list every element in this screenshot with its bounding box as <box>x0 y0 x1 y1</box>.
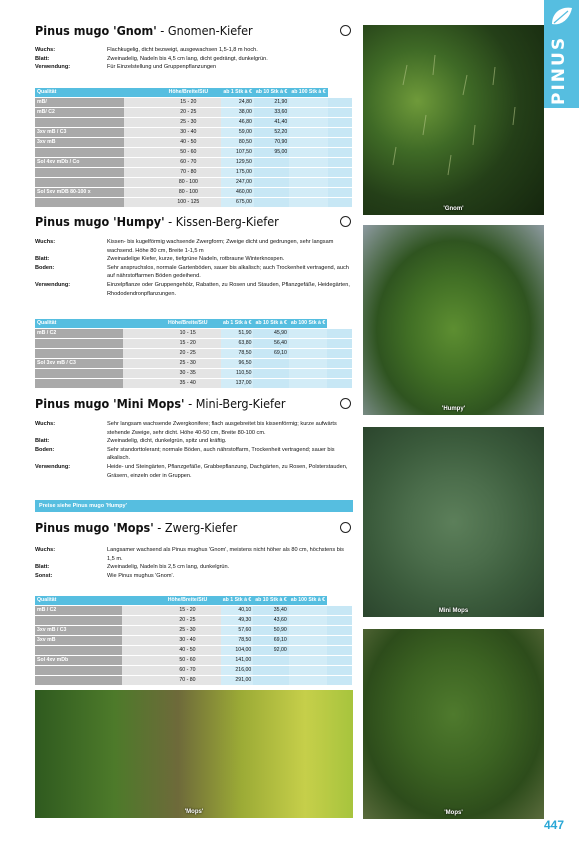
table-cell <box>289 128 327 138</box>
table-cell: 70 - 80 <box>155 168 221 178</box>
table-row <box>35 656 352 666</box>
table-cell: 35 - 40 <box>155 379 221 389</box>
table-header-cell: Höhe/Breite/StU <box>154 596 221 606</box>
table-cell: 45,90 <box>253 329 288 339</box>
table-row <box>35 148 352 158</box>
table-cell <box>289 198 327 208</box>
table-header-cell: Höhe/Breite/StU <box>155 319 221 329</box>
table-row <box>35 676 352 686</box>
photo-gnom <box>363 25 544 215</box>
table-row <box>35 108 352 118</box>
table-cell <box>327 369 352 379</box>
table-cell <box>289 646 327 656</box>
table-cell: 460,00 <box>221 188 254 198</box>
table-cell <box>289 656 327 666</box>
table-row <box>35 198 352 208</box>
table-cell: 63,80 <box>221 339 254 349</box>
table-cell <box>254 158 289 168</box>
table-cell <box>35 148 124 158</box>
table-cell: 3xv mB / C3 <box>35 626 122 636</box>
product-title-gnom: Pinus mugo 'Gnom' - Gnomen-Kiefer <box>35 23 253 38</box>
table-cell <box>327 379 352 389</box>
table-row <box>35 158 352 168</box>
table-cell: 60 - 70 <box>154 666 221 676</box>
table-row <box>35 369 352 379</box>
product-props-gnom: Wuchs: Flachkugelig, dicht bezweigt, ausgewachsen 1,5-1,8 m hoch. Blatt: Zweinadelig, Nadeln bis 4,5 cm lang, dicht gedrängt, dunkelgrün. Verwendung: Für Einzelstellung und Gruppenpflanzungen <box>35 47 268 71</box>
photo-mops-left <box>35 690 353 818</box>
table-row <box>35 359 352 369</box>
table-cell: 129,50 <box>221 158 254 168</box>
table-cell: 43,60 <box>253 616 288 626</box>
table-header-cell: Qualität <box>35 88 155 98</box>
table-cell: 216,00 <box>221 666 254 676</box>
table-cell: 41,40 <box>254 118 289 128</box>
table-cell <box>122 636 154 646</box>
table-row <box>35 626 352 636</box>
table-cell <box>289 158 327 168</box>
table-cell <box>327 616 352 626</box>
table-cell: 49,30 <box>221 616 254 626</box>
table-cell <box>35 616 122 626</box>
table-cell <box>35 118 124 128</box>
table-cell <box>35 646 122 656</box>
table-row <box>35 178 352 188</box>
table-row <box>35 128 352 138</box>
table-cell: mB / C2 <box>35 329 123 339</box>
table-cell <box>254 168 289 178</box>
table-cell: 291,00 <box>221 676 254 686</box>
photo-caption-mops-right: 'Mops' <box>444 810 463 816</box>
table-header-cell: ab 100 Stk à € <box>289 596 327 606</box>
table-cell <box>327 636 352 646</box>
table-cell <box>289 676 327 686</box>
table-cell <box>289 369 327 379</box>
table-header-cell: ab 10 Stk à € <box>254 88 289 98</box>
table-row <box>35 379 352 389</box>
table-cell: 80 - 100 <box>155 188 221 198</box>
table-cell: 107,50 <box>221 148 254 158</box>
table-cell: 175,00 <box>221 168 254 178</box>
table-cell <box>327 656 352 666</box>
table-cell <box>35 369 123 379</box>
table-cell: 40 - 50 <box>155 138 221 148</box>
leaf-icon <box>544 2 579 32</box>
table-row <box>35 636 352 646</box>
table-row <box>35 138 352 148</box>
table-header-cell: Qualität <box>35 596 154 606</box>
table-cell: 69,10 <box>253 636 288 646</box>
table-cell: 35,40 <box>253 606 288 616</box>
page-number: 447 <box>544 818 565 832</box>
table-cell: mB / C2 <box>35 606 122 616</box>
table-cell <box>289 138 327 148</box>
table-cell <box>122 606 154 616</box>
table-cell <box>327 329 352 339</box>
table-cell <box>289 359 327 369</box>
table-cell <box>328 138 352 148</box>
table-cell <box>253 656 288 666</box>
table-cell: 20 - 25 <box>154 616 221 626</box>
table-cell <box>327 666 352 676</box>
table-cell: 25 - 30 <box>154 626 221 636</box>
table-cell: 104,00 <box>221 646 254 656</box>
table-cell <box>122 646 154 656</box>
product-title-humpy: Pinus mugo 'Humpy' - Kissen-Berg-Kiefer <box>35 214 279 229</box>
table-cell: 25 - 30 <box>155 118 221 128</box>
table-cell: 15 - 20 <box>154 606 221 616</box>
table-cell <box>327 359 352 369</box>
table-cell <box>124 168 155 178</box>
table-cell <box>123 379 155 389</box>
table-cell <box>289 339 327 349</box>
table-cell <box>328 98 352 108</box>
table-cell <box>327 626 352 636</box>
table-cell: Sol 4xv mDb <box>35 656 122 666</box>
table-row <box>35 646 352 656</box>
price-table-gnom <box>35 88 352 208</box>
table-cell <box>328 178 352 188</box>
table-cell <box>254 188 289 198</box>
table-row <box>35 188 352 198</box>
table-cell <box>124 98 155 108</box>
product-title-mops: Pinus mugo 'Mops' - Zwerg-Kiefer <box>35 520 238 535</box>
table-cell: 20 - 25 <box>155 108 221 118</box>
table-cell: 10 - 15 <box>155 329 221 339</box>
table-cell <box>328 118 352 128</box>
table-cell <box>124 188 155 198</box>
table-cell: 59,00 <box>221 128 254 138</box>
table-cell: 60 - 70 <box>155 158 221 168</box>
table-cell <box>122 616 154 626</box>
product-props-mops: Wuchs: Langsamer wachsend als Pinus mughus 'Gnom', meistens nicht höher als 80 cm, höchstens bis 1,5 m. Blatt: Zweinadelig, Nadeln bis 2,5 cm lang, dunkelgrün. Sonst: Wie Pinus mughus 'Gnom'. <box>35 547 344 579</box>
table-row <box>35 168 352 178</box>
table-cell <box>328 148 352 158</box>
table-cell: 70 - 80 <box>154 676 221 686</box>
table-row <box>35 118 352 128</box>
photo-caption-gnom: 'Gnom' <box>443 206 464 212</box>
table-cell: 3xv mB <box>35 138 124 148</box>
table-row <box>35 339 352 349</box>
table-cell <box>289 118 327 128</box>
table-cell <box>327 349 352 359</box>
table-cell <box>289 379 327 389</box>
table-cell: 50 - 60 <box>155 148 221 158</box>
table-cell <box>289 349 327 359</box>
table-cell <box>328 188 352 198</box>
table-cell: 137,00 <box>221 379 254 389</box>
table-cell <box>328 158 352 168</box>
table-cell <box>253 369 288 379</box>
table-cell <box>253 379 288 389</box>
table-cell <box>123 339 155 349</box>
table-header-cell: ab 10 Stk à € <box>253 596 288 606</box>
table-cell <box>124 138 155 148</box>
table-cell <box>122 666 154 676</box>
table-row <box>35 349 352 359</box>
table-cell: 57,60 <box>221 626 254 636</box>
price-note-minimops: Preise siehe Pinus mugo 'Humpy' <box>35 500 353 512</box>
table-cell: 46,80 <box>221 118 254 128</box>
table-header-cell: Höhe/Breite/StU <box>155 88 221 98</box>
table-cell: 69,10 <box>253 349 288 359</box>
table-header-row <box>35 88 352 98</box>
table-cell <box>289 626 327 636</box>
table-cell: 20 - 25 <box>155 349 221 359</box>
table-cell <box>289 98 327 108</box>
brand-tab <box>544 0 579 108</box>
photo-humpy <box>363 225 544 415</box>
table-cell: 141,00 <box>221 656 254 666</box>
table-cell: 3xv mB <box>35 636 122 646</box>
table-header-row <box>35 319 352 329</box>
table-header-cell: ab 100 Stk à € <box>289 319 327 329</box>
table-cell <box>289 616 327 626</box>
brand-tab-label: PINUS <box>549 35 569 105</box>
table-cell: 80,50 <box>221 138 254 148</box>
table-cell: 40 - 50 <box>154 646 221 656</box>
price-table-humpy <box>35 319 352 389</box>
table-cell: Sol 3xv mB / C3 <box>35 359 123 369</box>
table-cell: mB/ <box>35 98 124 108</box>
order-checkbox-humpy[interactable] <box>340 216 351 227</box>
product-props-minimops: Wuchs: Sehr langsam wachsende Zwergkonifere; flach ausgebreitet bis kissenförmig; kurze aufwärts stehende Zweige, sehr dicht. Höhe 40-50 cm, Breite 80-100 cm. Blatt: Zweinadelig, dicht, dunkelgrün, spitz und kräftig. Boden: Sehr standorttolerant; normale Böden, auch nährstoffarm, Trockenheit vertragend; sauer bis alkalisch. Verwendung: Heide- und Steingärten, Pflanzgefäße, Grabbepflanzung, Dachgärten, zu Rosen, Polsterstauden, Gräsern, einzeln oder in Gruppen. <box>35 421 348 479</box>
table-cell <box>35 666 122 676</box>
table-cell <box>254 198 289 208</box>
table-cell <box>35 198 124 208</box>
table-cell <box>123 329 155 339</box>
table-cell <box>289 188 327 198</box>
table-cell: 78,50 <box>221 636 254 646</box>
table-cell <box>254 178 289 188</box>
table-cell: Sol 5xv mDB 80-100 x <box>35 188 124 198</box>
pine-texture <box>363 25 544 215</box>
table-header-row <box>35 596 352 606</box>
table-cell <box>289 168 327 178</box>
table-cell: 51,90 <box>221 329 254 339</box>
table-cell <box>123 369 155 379</box>
table-cell <box>35 379 123 389</box>
table-cell: 247,00 <box>221 178 254 188</box>
table-cell <box>253 676 288 686</box>
table-cell: 38,00 <box>221 108 254 118</box>
table-header-cell: ab 1 Stk à € <box>221 596 254 606</box>
table-cell <box>253 359 288 369</box>
table-cell <box>124 108 155 118</box>
table-cell <box>328 168 352 178</box>
table-cell: 80 - 100 <box>155 178 221 188</box>
table-cell: 30 - 35 <box>155 369 221 379</box>
table-cell: 50,90 <box>253 626 288 636</box>
table-cell: 56,40 <box>253 339 288 349</box>
table-cell <box>124 118 155 128</box>
table-cell: 33,60 <box>254 108 289 118</box>
table-row <box>35 606 352 616</box>
photo-minimops <box>363 427 544 617</box>
table-header-cell: Qualität <box>35 319 155 329</box>
table-cell: 24,80 <box>221 98 254 108</box>
product-title-minimops: Pinus mugo 'Mini Mops' - Mini-Berg-Kiefer <box>35 396 286 411</box>
table-header-cell: ab 1 Stk à € <box>221 319 254 329</box>
table-cell: 15 - 20 <box>155 339 221 349</box>
table-cell <box>289 329 327 339</box>
table-cell <box>289 606 327 616</box>
table-cell: 100 - 125 <box>155 198 221 208</box>
table-header-cell: ab 1 Stk à € <box>221 88 254 98</box>
table-cell: 30 - 40 <box>154 636 221 646</box>
table-cell: 40,10 <box>221 606 254 616</box>
table-row <box>35 616 352 626</box>
table-row <box>35 666 352 676</box>
table-cell <box>122 676 154 686</box>
order-checkbox-gnom[interactable] <box>340 25 351 36</box>
table-cell <box>289 636 327 646</box>
photo-caption-humpy: 'Humpy' <box>441 406 466 412</box>
table-cell <box>35 349 123 359</box>
table-cell <box>289 178 327 188</box>
table-cell <box>122 626 154 636</box>
table-cell <box>124 148 155 158</box>
table-cell: 675,00 <box>221 198 254 208</box>
table-cell <box>123 349 155 359</box>
table-cell <box>328 128 352 138</box>
table-cell <box>124 178 155 188</box>
table-cell <box>35 178 124 188</box>
table-cell <box>253 666 288 676</box>
table-cell <box>35 339 123 349</box>
table-cell: 52,20 <box>254 128 289 138</box>
table-cell <box>289 108 327 118</box>
photo-mops-right <box>363 629 544 819</box>
table-cell: 95,00 <box>254 148 289 158</box>
table-cell: 3xv mB / C3 <box>35 128 124 138</box>
price-table-mops <box>35 596 352 686</box>
order-checkbox-minimops[interactable] <box>340 398 351 409</box>
table-cell <box>35 168 124 178</box>
table-cell: 30 - 40 <box>155 128 221 138</box>
table-cell <box>328 108 352 118</box>
table-header-cell: ab 10 Stk à € <box>253 319 288 329</box>
table-cell <box>124 198 155 208</box>
table-cell: 50 - 60 <box>154 656 221 666</box>
table-cell: 92,00 <box>253 646 288 656</box>
table-row <box>35 329 352 339</box>
table-cell <box>327 646 352 656</box>
table-cell <box>327 676 352 686</box>
table-cell <box>327 606 352 616</box>
table-cell <box>289 666 327 676</box>
table-cell: 78,50 <box>221 349 254 359</box>
table-cell <box>122 656 154 666</box>
table-cell: 15 - 20 <box>155 98 221 108</box>
table-cell <box>124 128 155 138</box>
table-cell: mB/ C2 <box>35 108 124 118</box>
photo-caption-minimops: Mini Mops <box>438 608 469 614</box>
table-cell <box>327 339 352 349</box>
table-cell <box>328 198 352 208</box>
table-cell: 70,90 <box>254 138 289 148</box>
table-cell: 25 - 30 <box>155 359 221 369</box>
order-checkbox-mops[interactable] <box>340 522 351 533</box>
table-cell: Sol 4xv mDb / Co <box>35 158 124 168</box>
table-cell <box>35 676 122 686</box>
product-props-humpy: Wuchs: Kissen- bis kugelförmig wachsende Zwergform; Zweige dicht und gedrungen, sehr langsam wachsend. Höhe 80 cm, Breite 1-1,5 m Blatt: Zweinadelige Kiefer, kurze, tiefgrüne Nadeln, rotbraune Winterknospen. Boden: Sehr anspruchslos, normale Gartenböden, sauer bis alkalisch; auch Trockenheit vertragend, auch auf nährstoffarmen Böden gedeihend. Verwendung: Einzelpflanze oder Gruppengehölz, Rabatten, zu Rosen und Stauden, Pflanzgefäße, Heidegärten, Rhododendronpflanzungen. <box>35 239 350 297</box>
photo-caption-mops-left: 'Mops' <box>184 809 204 815</box>
table-cell <box>124 158 155 168</box>
table-header-cell: ab 100 Stk à € <box>289 88 327 98</box>
table-row <box>35 98 352 108</box>
table-cell <box>289 148 327 158</box>
table-cell: 21,90 <box>254 98 289 108</box>
table-cell: 96,50 <box>221 359 254 369</box>
table-cell: 110,50 <box>221 369 254 379</box>
table-cell <box>123 359 155 369</box>
